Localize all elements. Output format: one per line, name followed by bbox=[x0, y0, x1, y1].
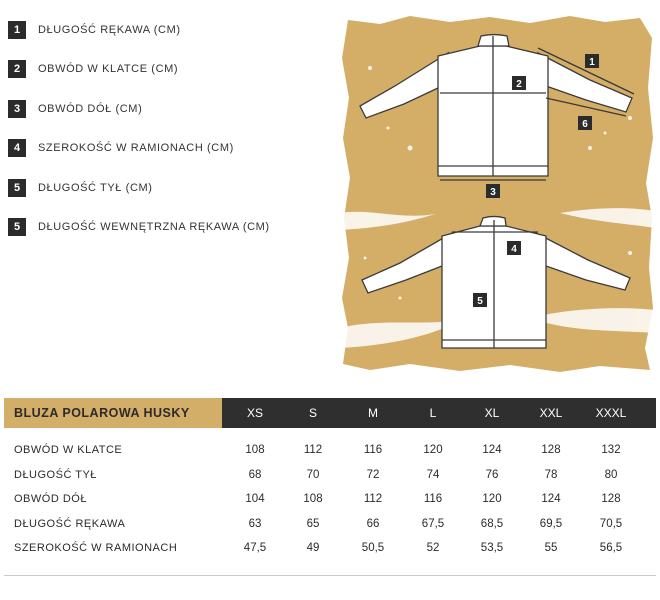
table-cell: 116 bbox=[423, 493, 443, 505]
legend-label: DŁUGOŚĆ WEWNĘTRZNA RĘKAWA (CM) bbox=[38, 220, 270, 233]
table-cell: 112 bbox=[303, 444, 323, 456]
size-column-header: XXXL bbox=[595, 406, 627, 420]
table-cell: 50,5 bbox=[361, 542, 385, 554]
legend-number-badge: 1 bbox=[8, 21, 26, 39]
table-cell: 76 bbox=[485, 468, 499, 481]
row-label: DŁUGOŚĆ TYŁ bbox=[14, 468, 97, 481]
table-cell: 124 bbox=[482, 444, 502, 456]
table-cell: 80 bbox=[604, 468, 618, 481]
row-label: OBWÓD W KLATCE bbox=[14, 444, 123, 456]
table-cell: 132 bbox=[601, 444, 621, 456]
size-column-header: S bbox=[308, 406, 317, 420]
size-column-header: XS bbox=[246, 406, 263, 420]
marker-number: 5 bbox=[477, 296, 483, 307]
legend-number-badge: 2 bbox=[8, 60, 26, 78]
size-column-header: XXL bbox=[539, 406, 563, 420]
table-cell: 124 bbox=[541, 493, 561, 505]
table-cell: 112 bbox=[363, 493, 383, 505]
table-row bbox=[4, 489, 656, 514]
table-cell: 67,5 bbox=[421, 517, 445, 530]
legend-item bbox=[8, 178, 328, 198]
legend-item bbox=[8, 99, 328, 119]
table-row bbox=[4, 514, 656, 539]
legend-label: OBWÓD DÓŁ (CM) bbox=[38, 102, 143, 115]
table-cell: 55 bbox=[544, 542, 558, 554]
legend-label: DŁUGOŚĆ TYŁ (CM) bbox=[38, 181, 153, 194]
row-label: SZEROKOŚĆ W RAMIONACH bbox=[14, 542, 178, 554]
garment-measurement-illustration bbox=[340, 8, 655, 373]
table-cell: 63 bbox=[248, 517, 262, 530]
table-cell: 120 bbox=[423, 444, 443, 456]
marker-number: 1 bbox=[589, 57, 595, 68]
marker-number: 2 bbox=[516, 79, 522, 90]
table-cell: 68 bbox=[248, 468, 262, 481]
size-table-body bbox=[4, 440, 656, 563]
table-cell: 53,5 bbox=[480, 542, 504, 554]
marker-number: 6 bbox=[582, 119, 588, 130]
table-cell: 120 bbox=[482, 493, 502, 505]
table-cell: 72 bbox=[366, 468, 380, 481]
legend-number-badge: 5 bbox=[8, 179, 26, 197]
table-cell: 78 bbox=[544, 468, 558, 481]
table-cell: 128 bbox=[601, 493, 621, 505]
row-label: OBWÓD DÓŁ bbox=[14, 493, 87, 505]
table-cell: 65 bbox=[306, 517, 320, 530]
size-column-header: XL bbox=[484, 406, 500, 420]
table-bottom-divider bbox=[4, 575, 656, 576]
legend-item bbox=[8, 59, 328, 79]
legend-item bbox=[8, 20, 328, 40]
table-row bbox=[4, 538, 656, 563]
table-cell: 128 bbox=[541, 444, 561, 456]
legend-number-badge: 5 bbox=[8, 218, 26, 236]
legend-label: SZEROKOŚĆ W RAMIONACH (CM) bbox=[38, 142, 234, 155]
legend-number-badge: 4 bbox=[8, 139, 26, 157]
garment-diagram bbox=[340, 8, 655, 373]
table-cell: 68,5 bbox=[480, 517, 504, 530]
table-row bbox=[4, 440, 656, 465]
table-cell: 116 bbox=[363, 444, 383, 456]
legend-number-badge: 3 bbox=[8, 100, 26, 118]
table-cell: 108 bbox=[245, 444, 265, 456]
table-cell: 70,5 bbox=[599, 517, 623, 530]
table-cell: 108 bbox=[303, 493, 323, 505]
table-cell: 66 bbox=[366, 517, 380, 530]
table-row bbox=[4, 465, 656, 490]
legend-item bbox=[8, 138, 328, 158]
legend-label: OBWÓD W KLATCE (CM) bbox=[38, 63, 179, 76]
table-cell: 52 bbox=[426, 542, 440, 554]
table-cell: 56,5 bbox=[599, 542, 623, 554]
size-column-header: M bbox=[368, 406, 378, 420]
table-cell: 104 bbox=[245, 493, 265, 505]
size-column-header: L bbox=[429, 406, 437, 420]
product-title: BLUZA POLAROWA HUSKY bbox=[4, 398, 222, 428]
legend-label: DŁUGOŚĆ RĘKAWA (CM) bbox=[38, 24, 181, 36]
table-cell: 74 bbox=[426, 468, 440, 481]
table-cell: 69,5 bbox=[539, 517, 563, 530]
row-label: DŁUGOŚĆ RĘKAWA bbox=[14, 517, 126, 530]
marker-number: 4 bbox=[511, 244, 517, 255]
table-cell: 70 bbox=[306, 468, 320, 481]
table-cell: 49 bbox=[306, 542, 320, 554]
measurement-legend bbox=[8, 20, 328, 256]
table-cell: 47,5 bbox=[243, 542, 267, 554]
legend-item bbox=[8, 217, 328, 237]
marker-number: 3 bbox=[490, 187, 496, 198]
